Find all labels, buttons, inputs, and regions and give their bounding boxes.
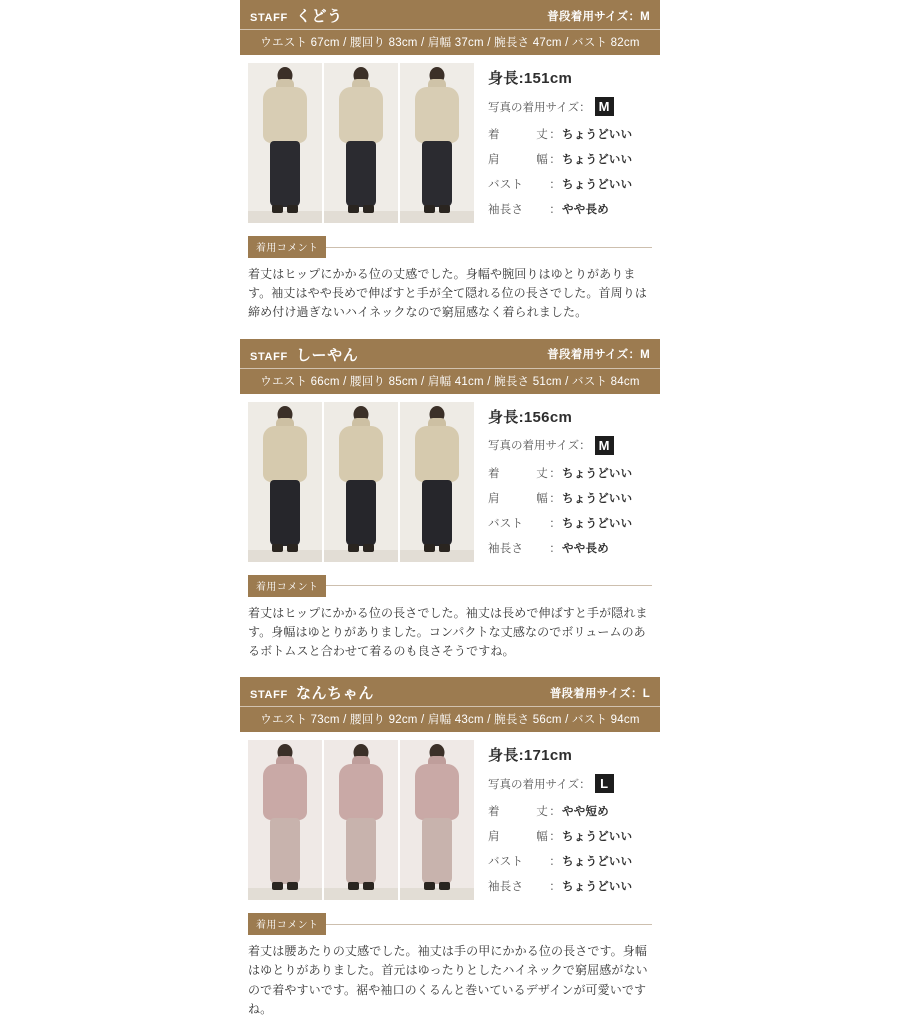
fit-info	[474, 63, 660, 226]
block-spacer	[240, 661, 660, 677]
fit-label	[488, 490, 548, 506]
model-illustration	[248, 740, 322, 900]
model-illustration	[400, 402, 474, 562]
staff-block	[240, 677, 660, 1035]
comment-area	[240, 903, 660, 1019]
fit-value: ちょうどいい	[562, 179, 633, 191]
fit-colon: ：	[549, 856, 561, 869]
fit-colon: ：	[549, 542, 561, 555]
fit-row	[488, 176, 660, 192]
comment-area	[240, 226, 660, 323]
fit-row	[488, 201, 660, 217]
fit-label-part-b: 丈	[536, 467, 548, 480]
fit-value: ちょうどいい	[562, 517, 633, 530]
photo-side[interactable]	[324, 402, 398, 562]
photo-gallery	[240, 402, 474, 565]
photo-front[interactable]	[248, 63, 322, 223]
photo-side[interactable]	[324, 63, 398, 223]
fit-value: やや長め	[562, 542, 609, 555]
block-spacer	[240, 323, 660, 339]
model-illustration	[400, 740, 474, 900]
fit-label-part-a: 肩	[488, 154, 500, 166]
staff-body-area	[240, 394, 660, 565]
fit-label	[488, 465, 548, 481]
photo-side[interactable]	[324, 740, 398, 900]
staff-label: STAFF	[250, 12, 288, 24]
model-illustration	[324, 740, 398, 900]
usual-size: 普段着用サイズ：M	[547, 10, 650, 23]
staff-name: くどう	[295, 8, 343, 25]
usual-size: 普段着用サイズ：M	[547, 349, 650, 362]
fit-label-part-b: 幅	[536, 492, 548, 505]
comment-tag: 着用コメント	[248, 575, 326, 597]
staff-measurements: ウエスト 73cm / 腰回り 92cm / 肩幅 43cm / 腕長さ 56cm / バスト 94cm	[240, 706, 660, 732]
fit-label	[488, 878, 548, 894]
fit-colon: ：	[549, 831, 561, 844]
fit-label-part-a: 着	[488, 467, 500, 480]
fit-row	[488, 515, 660, 531]
comment-tag-wrap	[248, 913, 652, 935]
fit-value: やや長め	[562, 204, 609, 216]
staff-label: STAFF	[250, 350, 288, 363]
usual-size: 普段着用サイズ：L	[549, 687, 650, 700]
comment-divider	[326, 247, 652, 248]
staff-body-area	[240, 55, 660, 226]
fit-label	[488, 828, 548, 844]
fit-label	[488, 515, 548, 531]
fit-row	[488, 828, 660, 844]
fit-label	[488, 176, 548, 192]
fit-colon: ：	[549, 129, 561, 141]
fit-colon: ：	[549, 154, 561, 166]
fit-label-part-a: バスト	[488, 517, 524, 530]
model-height: 身長:151cm	[488, 70, 573, 87]
fit-value: ちょうどいい	[562, 856, 633, 869]
fit-value: ちょうどいい	[562, 467, 633, 480]
fit-label-part-a: 袖長さ	[488, 542, 524, 555]
fit-label-part-a: 袖長さ	[488, 881, 524, 894]
model-illustration	[324, 402, 398, 562]
worn-size-chip: M	[595, 97, 614, 116]
model-height: 身長:156cm	[488, 408, 573, 426]
staff-measurements: ウエスト 66cm / 腰回り 85cm / 肩幅 41cm / 腕長さ 51cm / バスト 84cm	[240, 368, 660, 394]
staff-header	[240, 677, 660, 732]
fit-value: ちょうどいい	[562, 492, 633, 505]
fit-row	[488, 465, 660, 481]
comment-divider	[326, 585, 652, 586]
worn-size-label: 写真の着用サイズ：	[488, 440, 591, 453]
staff-name: なんちゃん	[295, 685, 374, 703]
fit-value: ちょうどいい	[562, 831, 633, 844]
fit-colon: ：	[549, 179, 561, 191]
fit-label-part-a: バスト	[488, 179, 524, 191]
fit-value: ちょうどいい	[562, 881, 633, 894]
fit-info	[474, 402, 660, 565]
fit-label-part-a: 肩	[488, 831, 500, 844]
fit-row	[488, 151, 660, 167]
comment-text: 着丈はヒップにかかる位の長さでした。袖丈は長めで伸ばすと手が隠れます。身幅はゆとりがありました。コンパクトな丈感なのでボリュームのあるボトムスと合わせて着るのも良さそうですね。	[248, 605, 648, 658]
fit-label-part-b: 丈	[536, 129, 548, 141]
staff-measurements: ウエスト 67cm / 腰回り 83cm / 肩幅 37cm / 腕長さ 47cm / バスト 82cm	[240, 29, 660, 55]
fit-row	[488, 540, 660, 556]
staff-header	[240, 339, 660, 394]
fit-label-part-a: 着	[488, 129, 500, 141]
fit-label-part-a: バスト	[488, 856, 524, 869]
comment-tag: 着用コメント	[248, 236, 326, 258]
fit-label-part-b: 幅	[536, 831, 548, 844]
photo-back[interactable]	[400, 740, 474, 900]
comment-divider	[326, 924, 652, 925]
fit-label-part-b: 丈	[536, 806, 548, 819]
fit-label	[488, 151, 548, 167]
fit-colon: ：	[549, 492, 561, 505]
fit-label-part-b: 幅	[536, 154, 548, 166]
fit-row	[488, 490, 660, 506]
worn-size-chip: M	[595, 436, 614, 455]
model-illustration	[248, 402, 322, 562]
fit-label	[488, 126, 548, 142]
fit-colon: ：	[549, 881, 561, 894]
model-illustration	[324, 63, 398, 223]
fit-label-part-a: 着	[488, 806, 500, 819]
fit-label	[488, 853, 548, 869]
fit-label	[488, 540, 548, 556]
fit-row	[488, 803, 660, 819]
worn-size-label: 写真の着用サイズ：	[488, 778, 591, 791]
fit-row	[488, 853, 660, 869]
model-illustration	[248, 63, 322, 223]
worn-size-label: 写真の着用サイズ：	[488, 101, 591, 114]
comment-area	[240, 565, 660, 662]
model-height: 身長:171cm	[488, 747, 573, 765]
fit-label	[488, 803, 548, 819]
model-illustration	[400, 63, 474, 223]
fit-colon: ：	[549, 806, 561, 819]
staff-name: しーやん	[295, 346, 359, 364]
fit-info	[474, 740, 660, 903]
photo-back[interactable]	[400, 402, 474, 562]
staff-body-area	[240, 732, 660, 903]
staff-label: STAFF	[250, 689, 288, 702]
staff-block	[240, 0, 660, 339]
comment-tag-wrap	[248, 236, 652, 258]
photo-back[interactable]	[400, 63, 474, 223]
fit-value: ちょうどいい	[562, 154, 633, 166]
photo-front[interactable]	[248, 740, 322, 900]
worn-size-line	[488, 436, 660, 455]
fit-row	[488, 878, 660, 894]
block-spacer	[240, 1019, 660, 1035]
fit-label	[488, 201, 548, 217]
fit-value: やや短め	[562, 806, 609, 819]
fit-label-part-a: 肩	[488, 492, 500, 505]
comment-tag: 着用コメント	[248, 913, 326, 935]
photo-front[interactable]	[248, 402, 322, 562]
fit-colon: ：	[549, 517, 561, 530]
photo-gallery	[240, 63, 474, 226]
comment-text: 着丈はヒップにかかる位の丈感でした。身幅や腕回りはゆとりがあります。袖丈はやや長めで伸ばすと手が全て隠れる位の長さでした。首周りは締め付け過ぎないハイネックなので窮屈感なく着られました。	[248, 267, 648, 320]
fit-value: ちょうどいい	[562, 129, 633, 141]
staff-block	[240, 339, 660, 678]
staff-header	[240, 0, 660, 55]
worn-size-line	[488, 97, 660, 116]
comment-text: 着丈は腰あたりの丈感でした。袖丈は手の甲にかかる位の長さです。身幅はゆとりがありました。首元はゆったりとしたハイネックで窮屈感がないので着やすいです。裾や袖口のくるんと巻いているデザインが可愛いですね。	[248, 944, 648, 1016]
fit-colon: ：	[549, 467, 561, 480]
photo-gallery	[240, 740, 474, 903]
worn-size-line	[488, 774, 660, 793]
fit-label-part-a: 袖長さ	[488, 204, 524, 216]
fit-colon: ：	[549, 204, 561, 216]
comment-tag-wrap	[248, 575, 652, 597]
worn-size-chip: L	[595, 774, 614, 793]
fit-row	[488, 126, 660, 142]
